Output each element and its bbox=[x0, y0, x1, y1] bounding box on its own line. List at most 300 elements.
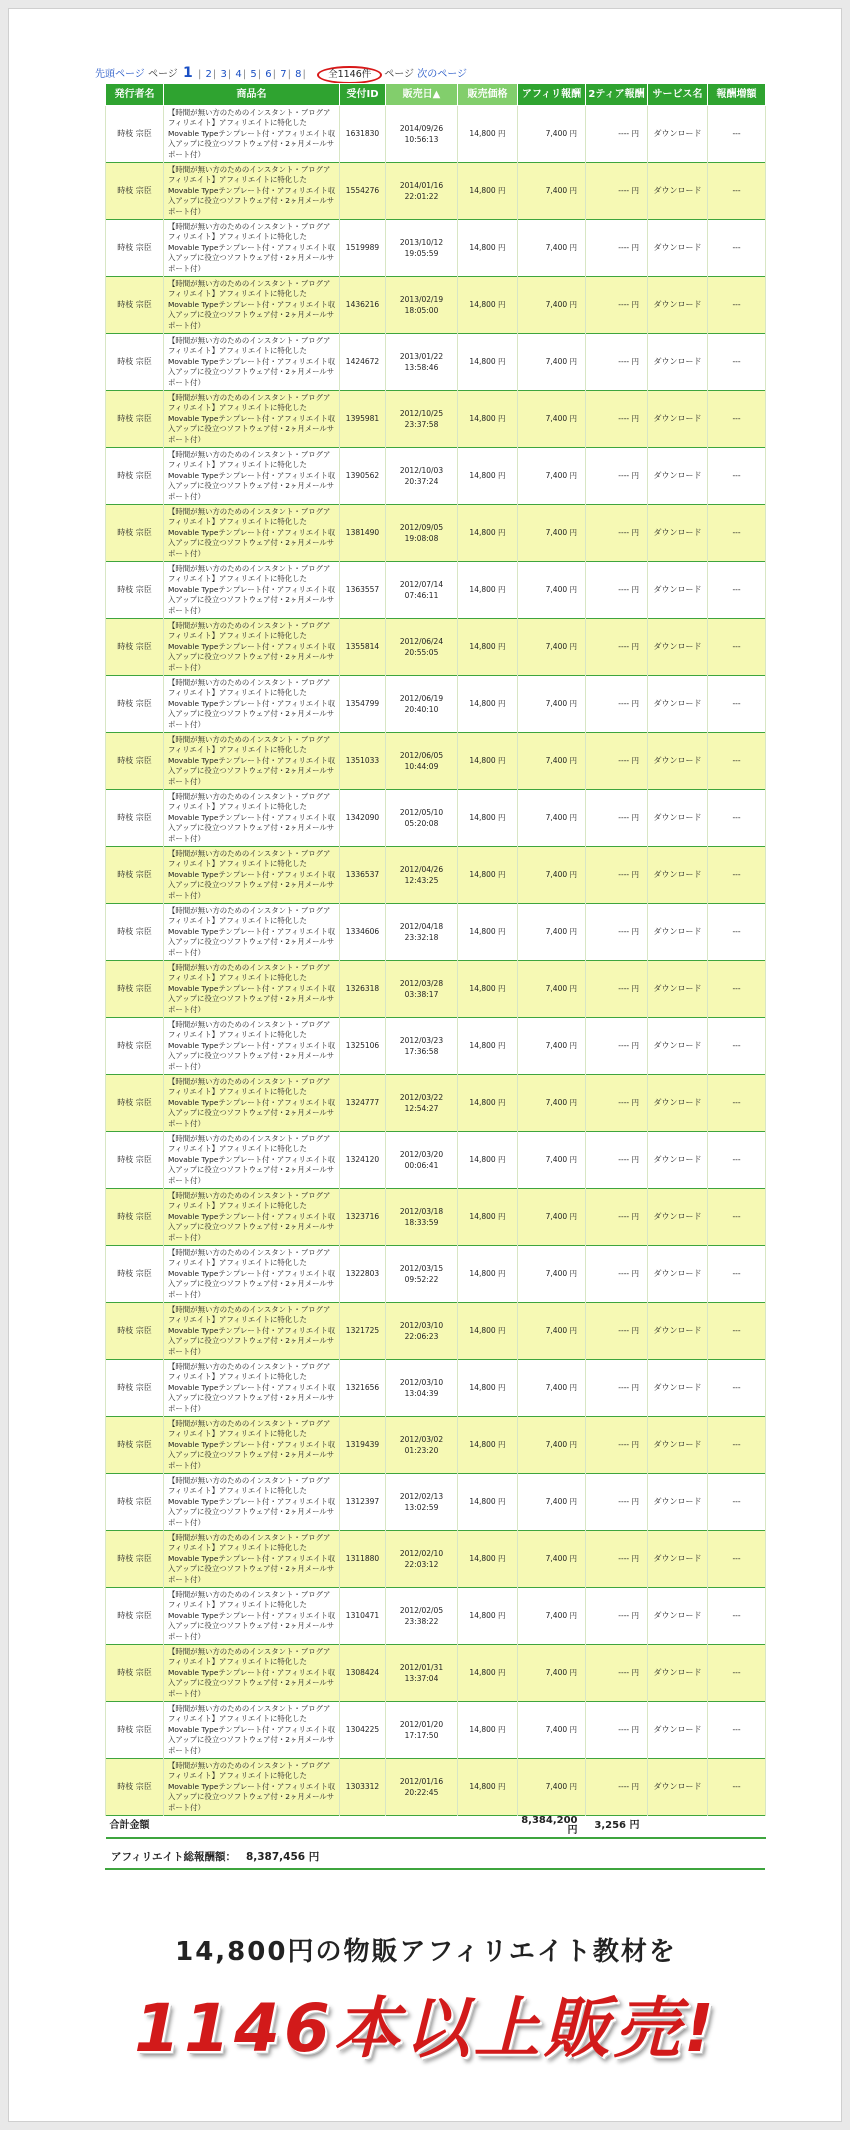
table-row bbox=[106, 334, 766, 391]
page-link-2[interactable]: 2 bbox=[205, 69, 212, 80]
next-page-link[interactable]: 次のページ bbox=[417, 69, 468, 80]
cell-date bbox=[386, 1303, 458, 1360]
cell-service: ダウンロード bbox=[648, 904, 708, 961]
cell-increase: --- bbox=[708, 619, 766, 676]
cell-id: 1436216 bbox=[340, 277, 386, 334]
cell-date-time: 20:40:10 bbox=[404, 705, 439, 714]
header-service: サービス名 bbox=[648, 84, 708, 106]
cell-date-day: 2012/04/18 bbox=[399, 922, 444, 931]
cell-date-time: 17:17:50 bbox=[404, 1731, 439, 1740]
cell-affiliate: 7,400 円 bbox=[518, 1759, 586, 1816]
cell-date-time: 20:55:05 bbox=[404, 648, 439, 657]
cell-affiliate: 7,400 円 bbox=[518, 1645, 586, 1702]
cell-increase: --- bbox=[708, 676, 766, 733]
cell-id: 1355814 bbox=[340, 619, 386, 676]
cell-product: 【時間が無い方のためのインスタント・ブログアフィリエイト】アフィリエイトに特化したMovable Typeテンプレート付・アフィリエイト収入アップに役立つソフトウェア付・2ヶ月メールサポート付） bbox=[164, 1189, 340, 1246]
cell-product: 【時間が無い方のためのインスタント・ブログアフィリエイト】アフィリエイトに特化したMovable Typeテンプレート付・アフィリエイト収入アップに役立つソフトウェア付・2ヶ月メールサポート付） bbox=[164, 961, 340, 1018]
page-link-5[interactable]: 5 bbox=[250, 69, 257, 80]
cell-date bbox=[386, 1474, 458, 1531]
table-row bbox=[106, 1417, 766, 1474]
header-affiliate: アフィリ報酬 bbox=[518, 84, 586, 106]
cell-publisher: 時枝 宗臣 bbox=[106, 562, 164, 619]
page-separator: | bbox=[302, 69, 306, 80]
cell-date-time: 12:54:27 bbox=[404, 1104, 439, 1113]
cell-tier2: ---- 円 bbox=[586, 1588, 648, 1645]
page-suffix: ページ bbox=[384, 69, 415, 80]
cell-date bbox=[386, 847, 458, 904]
cell-publisher: 時枝 宗臣 bbox=[106, 1759, 164, 1816]
cell-service: ダウンロード bbox=[648, 1531, 708, 1588]
cell-publisher: 時枝 宗臣 bbox=[106, 220, 164, 277]
cell-tier2: ---- 円 bbox=[586, 391, 648, 448]
cell-date bbox=[386, 1018, 458, 1075]
cell-increase: --- bbox=[708, 1645, 766, 1702]
cell-price: 14,800 円 bbox=[458, 1417, 518, 1474]
table-row bbox=[106, 790, 766, 847]
current-page: 1 bbox=[183, 65, 193, 81]
total-empty bbox=[708, 1816, 766, 1838]
cell-date-day: 2013/01/22 bbox=[399, 352, 444, 361]
cell-product: 【時間が無い方のためのインスタント・ブログアフィリエイト】アフィリエイトに特化したMovable Typeテンプレート付・アフィリエイト収入アップに役立つソフトウェア付・2ヶ月メールサポート付） bbox=[164, 106, 340, 163]
cell-tier2: ---- 円 bbox=[586, 1246, 648, 1303]
cell-date-day: 2012/03/18 bbox=[399, 1207, 444, 1216]
cell-product: 【時間が無い方のためのインスタント・ブログアフィリエイト】アフィリエイトに特化したMovable Typeテンプレート付・アフィリエイト収入アップに役立つソフトウェア付・2ヶ月メールサポート付） bbox=[164, 1474, 340, 1531]
total-row bbox=[106, 1816, 766, 1838]
cell-publisher: 時枝 宗臣 bbox=[106, 1018, 164, 1075]
cell-publisher: 時枝 宗臣 bbox=[106, 106, 164, 163]
page-separator: | bbox=[197, 69, 202, 80]
page-separator: | bbox=[257, 69, 262, 80]
cell-service: ダウンロード bbox=[648, 334, 708, 391]
table-row bbox=[106, 961, 766, 1018]
cell-affiliate: 7,400 円 bbox=[518, 733, 586, 790]
cell-price: 14,800 円 bbox=[458, 1075, 518, 1132]
cell-id: 1319439 bbox=[340, 1417, 386, 1474]
cell-price: 14,800 円 bbox=[458, 790, 518, 847]
cell-price: 14,800 円 bbox=[458, 1702, 518, 1759]
table-row bbox=[106, 733, 766, 790]
cell-publisher: 時枝 宗臣 bbox=[106, 733, 164, 790]
cell-service: ダウンロード bbox=[648, 391, 708, 448]
cell-date bbox=[386, 1702, 458, 1759]
cell-date bbox=[386, 1759, 458, 1816]
cell-product: 【時間が無い方のためのインスタント・ブログアフィリエイト】アフィリエイトに特化したMovable Typeテンプレート付・アフィリエイト収入アップに役立つソフトウェア付・2ヶ月メールサポート付） bbox=[164, 733, 340, 790]
cell-date bbox=[386, 1417, 458, 1474]
cell-date bbox=[386, 334, 458, 391]
cell-id: 1323716 bbox=[340, 1189, 386, 1246]
cell-date bbox=[386, 619, 458, 676]
cell-affiliate: 7,400 円 bbox=[518, 391, 586, 448]
page-separator: | bbox=[242, 69, 247, 80]
cell-increase: --- bbox=[708, 790, 766, 847]
cell-price: 14,800 円 bbox=[458, 1018, 518, 1075]
cell-tier2: ---- 円 bbox=[586, 163, 648, 220]
table-row bbox=[106, 1645, 766, 1702]
page-link-4[interactable]: 4 bbox=[235, 69, 242, 80]
table-row bbox=[106, 676, 766, 733]
cell-id: 1324777 bbox=[340, 1075, 386, 1132]
cell-affiliate: 7,400 円 bbox=[518, 1702, 586, 1759]
cell-tier2: ---- 円 bbox=[586, 790, 648, 847]
cell-product: 【時間が無い方のためのインスタント・ブログアフィリエイト】アフィリエイトに特化したMovable Typeテンプレート付・アフィリエイト収入アップに役立つソフトウェア付・2ヶ月メールサポート付） bbox=[164, 1531, 340, 1588]
table-row bbox=[106, 1531, 766, 1588]
total-affiliate: 8,384,200 円 bbox=[518, 1816, 586, 1838]
cell-date bbox=[386, 391, 458, 448]
cell-id: 1324120 bbox=[340, 1132, 386, 1189]
cell-publisher: 時枝 宗臣 bbox=[106, 1417, 164, 1474]
cell-affiliate: 7,400 円 bbox=[518, 961, 586, 1018]
cell-product: 【時間が無い方のためのインスタント・ブログアフィリエイト】アフィリエイトに特化したMovable Typeテンプレート付・アフィリエイト収入アップに役立つソフトウェア付・2ヶ月メールサポート付） bbox=[164, 1018, 340, 1075]
cell-id: 1322803 bbox=[340, 1246, 386, 1303]
grand-total-label: アフィリエイト総報酬額： bbox=[111, 1851, 236, 1863]
cell-service: ダウンロード bbox=[648, 1189, 708, 1246]
cell-service: ダウンロード bbox=[648, 1645, 708, 1702]
cell-price: 14,800 円 bbox=[458, 562, 518, 619]
cell-product: 【時間が無い方のためのインスタント・ブログアフィリエイト】アフィリエイトに特化したMovable Typeテンプレート付・アフィリエイト収入アップに役立つソフトウェア付・2ヶ月メールサポート付） bbox=[164, 334, 340, 391]
cell-affiliate: 7,400 円 bbox=[518, 904, 586, 961]
cell-date-time: 13:58:46 bbox=[404, 363, 439, 372]
cell-date-day: 2012/04/26 bbox=[399, 865, 444, 874]
cell-product: 【時間が無い方のためのインスタント・ブログアフィリエイト】アフィリエイトに特化したMovable Typeテンプレート付・アフィリエイト収入アップに役立つソフトウェア付・2ヶ月メールサポート付） bbox=[164, 619, 340, 676]
table-row bbox=[106, 163, 766, 220]
cell-price: 14,800 円 bbox=[458, 1588, 518, 1645]
cell-service: ダウンロード bbox=[648, 733, 708, 790]
cell-service: ダウンロード bbox=[648, 1246, 708, 1303]
table-row bbox=[106, 562, 766, 619]
cell-affiliate: 7,400 円 bbox=[518, 1531, 586, 1588]
cell-id: 1321656 bbox=[340, 1360, 386, 1417]
cell-date-day: 2012/02/05 bbox=[399, 1606, 444, 1615]
cell-service: ダウンロード bbox=[648, 1132, 708, 1189]
cell-id: 1519989 bbox=[340, 220, 386, 277]
cell-id: 1395981 bbox=[340, 391, 386, 448]
cell-tier2: ---- 円 bbox=[586, 961, 648, 1018]
table-row bbox=[106, 847, 766, 904]
total-count-badge: 全1146件 bbox=[317, 66, 382, 84]
cell-date-time: 13:04:39 bbox=[404, 1389, 439, 1398]
cell-service: ダウンロード bbox=[648, 277, 708, 334]
cell-date bbox=[386, 676, 458, 733]
cell-date-time: 19:08:08 bbox=[404, 534, 439, 543]
cell-price: 14,800 円 bbox=[458, 334, 518, 391]
cell-date-time: 23:32:18 bbox=[404, 933, 439, 942]
cell-service: ダウンロード bbox=[648, 505, 708, 562]
cell-date-day: 2012/06/24 bbox=[399, 637, 444, 646]
cell-date-time: 23:38:22 bbox=[404, 1617, 439, 1626]
table-row bbox=[106, 619, 766, 676]
cell-affiliate: 7,400 円 bbox=[518, 1246, 586, 1303]
page-separator: | bbox=[212, 69, 217, 80]
cell-service: ダウンロード bbox=[648, 1018, 708, 1075]
cell-affiliate: 7,400 円 bbox=[518, 163, 586, 220]
cell-tier2: ---- 円 bbox=[586, 847, 648, 904]
table-row bbox=[106, 1018, 766, 1075]
cell-date-time: 22:03:12 bbox=[404, 1560, 439, 1569]
cell-tier2: ---- 円 bbox=[586, 505, 648, 562]
cell-product: 【時間が無い方のためのインスタント・ブログアフィリエイト】アフィリエイトに特化したMovable Typeテンプレート付・アフィリエイト収入アップに役立つソフトウェア付・2ヶ月メールサポート付） bbox=[164, 1645, 340, 1702]
cell-increase: --- bbox=[708, 220, 766, 277]
cell-service: ダウンロード bbox=[648, 562, 708, 619]
cell-service: ダウンロード bbox=[648, 163, 708, 220]
cell-date bbox=[386, 1645, 458, 1702]
cell-increase: --- bbox=[708, 391, 766, 448]
cell-date bbox=[386, 1075, 458, 1132]
cell-publisher: 時枝 宗臣 bbox=[106, 1588, 164, 1645]
cell-service: ダウンロード bbox=[648, 1417, 708, 1474]
cell-publisher: 時枝 宗臣 bbox=[106, 1360, 164, 1417]
cell-date bbox=[386, 733, 458, 790]
cell-increase: --- bbox=[708, 334, 766, 391]
cell-id: 1351033 bbox=[340, 733, 386, 790]
cell-product: 【時間が無い方のためのインスタント・ブログアフィリエイト】アフィリエイトに特化したMovable Typeテンプレート付・アフィリエイト収入アップに役立つソフトウェア付・2ヶ月メールサポート付） bbox=[164, 562, 340, 619]
cell-price: 14,800 円 bbox=[458, 1759, 518, 1816]
total-tier2: 3,256 円 bbox=[586, 1816, 648, 1838]
cell-affiliate: 7,400 円 bbox=[518, 790, 586, 847]
cell-date-time: 13:37:04 bbox=[404, 1674, 439, 1683]
cell-increase: --- bbox=[708, 1189, 766, 1246]
cell-affiliate: 7,400 円 bbox=[518, 1189, 586, 1246]
cell-price: 14,800 円 bbox=[458, 1132, 518, 1189]
cell-id: 1424672 bbox=[340, 334, 386, 391]
cell-tier2: ---- 円 bbox=[586, 1189, 648, 1246]
cell-increase: --- bbox=[708, 1417, 766, 1474]
cell-product: 【時間が無い方のためのインスタント・ブログアフィリエイト】アフィリエイトに特化したMovable Typeテンプレート付・アフィリエイト収入アップに役立つソフトウェア付・2ヶ月メールサポート付） bbox=[164, 163, 340, 220]
cell-affiliate: 7,400 円 bbox=[518, 1360, 586, 1417]
cell-increase: --- bbox=[708, 1303, 766, 1360]
page-separator: | bbox=[272, 69, 276, 80]
cell-service: ダウンロード bbox=[648, 106, 708, 163]
cell-service: ダウンロード bbox=[648, 220, 708, 277]
cell-affiliate: 7,400 円 bbox=[518, 505, 586, 562]
cell-affiliate: 7,400 円 bbox=[518, 676, 586, 733]
cell-affiliate: 7,400 円 bbox=[518, 277, 586, 334]
cell-increase: --- bbox=[708, 1588, 766, 1645]
table-row bbox=[106, 1588, 766, 1645]
table-row bbox=[106, 1189, 766, 1246]
cell-price: 14,800 円 bbox=[458, 1360, 518, 1417]
table-row bbox=[106, 1246, 766, 1303]
cell-id: 1390562 bbox=[340, 448, 386, 505]
cell-price: 14,800 円 bbox=[458, 619, 518, 676]
header-price-sort[interactable]: 販売価格 bbox=[458, 84, 518, 106]
cell-publisher: 時枝 宗臣 bbox=[106, 1474, 164, 1531]
cell-affiliate: 7,400 円 bbox=[518, 847, 586, 904]
page-frame bbox=[8, 8, 842, 2122]
cell-tier2: ---- 円 bbox=[586, 562, 648, 619]
cell-publisher: 時枝 宗臣 bbox=[106, 334, 164, 391]
cell-product: 【時間が無い方のためのインスタント・ブログアフィリエイト】アフィリエイトに特化したMovable Typeテンプレート付・アフィリエイト収入アップに役立つソフトウェア付・2ヶ月メールサポート付） bbox=[164, 1303, 340, 1360]
cell-increase: --- bbox=[708, 277, 766, 334]
cell-date-day: 2012/03/20 bbox=[399, 1150, 444, 1159]
cell-id: 1304225 bbox=[340, 1702, 386, 1759]
cell-date-day: 2013/02/19 bbox=[399, 295, 444, 304]
table-row bbox=[106, 1702, 766, 1759]
cell-date-day: 2012/02/13 bbox=[399, 1492, 444, 1501]
cell-affiliate: 7,400 円 bbox=[518, 1018, 586, 1075]
cell-date-day: 2012/03/02 bbox=[399, 1435, 444, 1444]
cell-date-day: 2012/01/31 bbox=[399, 1663, 444, 1672]
cell-increase: --- bbox=[708, 1474, 766, 1531]
cell-affiliate: 7,400 円 bbox=[518, 334, 586, 391]
cell-product: 【時間が無い方のためのインスタント・ブログアフィリエイト】アフィリエイトに特化したMovable Typeテンプレート付・アフィリエイト収入アップに役立つソフトウェア付・2ヶ月メールサポート付） bbox=[164, 505, 340, 562]
cell-date bbox=[386, 1588, 458, 1645]
cell-publisher: 時枝 宗臣 bbox=[106, 961, 164, 1018]
cell-tier2: ---- 円 bbox=[586, 106, 648, 163]
cell-product: 【時間が無い方のためのインスタント・ブログアフィリエイト】アフィリエイトに特化したMovable Typeテンプレート付・アフィリエイト収入アップに役立つソフトウェア付・2ヶ月メールサポート付） bbox=[164, 277, 340, 334]
cell-id: 1310471 bbox=[340, 1588, 386, 1645]
cell-date-day: 2012/01/16 bbox=[399, 1777, 444, 1786]
cell-date bbox=[386, 220, 458, 277]
cell-increase: --- bbox=[708, 505, 766, 562]
cell-publisher: 時枝 宗臣 bbox=[106, 847, 164, 904]
cell-increase: --- bbox=[708, 904, 766, 961]
cell-publisher: 時枝 宗臣 bbox=[106, 163, 164, 220]
cell-service: ダウンロード bbox=[648, 1759, 708, 1816]
cell-date-day: 2012/03/10 bbox=[399, 1321, 444, 1330]
cell-affiliate: 7,400 円 bbox=[518, 1075, 586, 1132]
cell-service: ダウンロード bbox=[648, 1360, 708, 1417]
cell-service: ダウンロード bbox=[648, 1474, 708, 1531]
cell-publisher: 時枝 宗臣 bbox=[106, 1132, 164, 1189]
cell-date-time: 17:36:58 bbox=[404, 1047, 439, 1056]
page-separator: | bbox=[227, 69, 232, 80]
cell-price: 14,800 円 bbox=[458, 676, 518, 733]
cell-date bbox=[386, 277, 458, 334]
cell-publisher: 時枝 宗臣 bbox=[106, 391, 164, 448]
cell-product: 【時間が無い方のためのインスタント・ブログアフィリエイト】アフィリエイトに特化したMovable Typeテンプレート付・アフィリエイト収入アップに役立つソフトウェア付・2ヶ月メールサポート付） bbox=[164, 1417, 340, 1474]
cell-tier2: ---- 円 bbox=[586, 334, 648, 391]
cell-date-day: 2012/03/23 bbox=[399, 1036, 444, 1045]
cell-id: 1325106 bbox=[340, 1018, 386, 1075]
cell-service: ダウンロード bbox=[648, 1075, 708, 1132]
cell-date bbox=[386, 1189, 458, 1246]
header-tier2: 2ティア報酬 bbox=[586, 84, 648, 106]
cell-date-day: 2012/07/14 bbox=[399, 580, 444, 589]
cell-publisher: 時枝 宗臣 bbox=[106, 904, 164, 961]
table-row bbox=[106, 106, 766, 163]
cell-date-time: 23:37:58 bbox=[404, 420, 439, 429]
cell-date-time: 22:01:22 bbox=[404, 192, 439, 201]
cell-date-day: 2012/02/10 bbox=[399, 1549, 444, 1558]
cell-service: ダウンロード bbox=[648, 619, 708, 676]
cell-affiliate: 7,400 円 bbox=[518, 1303, 586, 1360]
cell-price: 14,800 円 bbox=[458, 1474, 518, 1531]
cell-affiliate: 7,400 円 bbox=[518, 1417, 586, 1474]
cell-increase: --- bbox=[708, 106, 766, 163]
cell-id: 1308424 bbox=[340, 1645, 386, 1702]
page-word: ページ bbox=[148, 69, 178, 80]
cell-publisher: 時枝 宗臣 bbox=[106, 1531, 164, 1588]
cell-increase: --- bbox=[708, 1360, 766, 1417]
cell-date bbox=[386, 1132, 458, 1189]
page-link-6[interactable]: 6 bbox=[265, 69, 272, 80]
table-row bbox=[106, 1132, 766, 1189]
total-empty bbox=[648, 1816, 708, 1838]
cell-date-time: 22:06:23 bbox=[404, 1332, 439, 1341]
cell-price: 14,800 円 bbox=[458, 733, 518, 790]
cell-date-day: 2012/03/15 bbox=[399, 1264, 444, 1273]
table-row bbox=[106, 391, 766, 448]
cell-date-day: 2014/01/16 bbox=[399, 181, 444, 190]
cell-price: 14,800 円 bbox=[458, 1531, 518, 1588]
cell-publisher: 時枝 宗臣 bbox=[106, 505, 164, 562]
header-date-sort[interactable]: 販売日▲ bbox=[386, 84, 458, 106]
cell-affiliate: 7,400 円 bbox=[518, 562, 586, 619]
sales-table bbox=[105, 83, 766, 1839]
page-link-3[interactable]: 3 bbox=[220, 69, 227, 80]
cell-date-time: 20:22:45 bbox=[404, 1788, 439, 1797]
cell-product: 【時間が無い方のためのインスタント・ブログアフィリエイト】アフィリエイトに特化したMovable Typeテンプレート付・アフィリエイト収入アップに役立つソフトウェア付・2ヶ月メールサポート付） bbox=[164, 847, 340, 904]
cell-tier2: ---- 円 bbox=[586, 904, 648, 961]
cell-service: ダウンロード bbox=[648, 448, 708, 505]
cell-date bbox=[386, 961, 458, 1018]
cell-id: 1631830 bbox=[340, 106, 386, 163]
cell-publisher: 時枝 宗臣 bbox=[106, 1303, 164, 1360]
cell-publisher: 時枝 宗臣 bbox=[106, 1075, 164, 1132]
cell-price: 14,800 円 bbox=[458, 1303, 518, 1360]
cell-tier2: ---- 円 bbox=[586, 1645, 648, 1702]
cell-date-day: 2012/03/10 bbox=[399, 1378, 444, 1387]
cell-price: 14,800 円 bbox=[458, 163, 518, 220]
cell-date-time: 19:05:59 bbox=[404, 249, 439, 258]
cell-date-day: 2014/09/26 bbox=[399, 124, 444, 133]
cell-date-day: 2012/03/28 bbox=[399, 979, 444, 988]
page-link-8[interactable]: 8 bbox=[295, 69, 302, 80]
cell-date-time: 05:20:08 bbox=[404, 819, 439, 828]
cell-date-time: 13:02:59 bbox=[404, 1503, 439, 1512]
cell-affiliate: 7,400 円 bbox=[518, 106, 586, 163]
cell-date-day: 2012/05/10 bbox=[399, 808, 444, 817]
cell-product: 【時間が無い方のためのインスタント・ブログアフィリエイト】アフィリエイトに特化したMovable Typeテンプレート付・アフィリエイト収入アップに役立つソフトウェア付・2ヶ月メールサポート付） bbox=[164, 391, 340, 448]
cell-tier2: ---- 円 bbox=[586, 448, 648, 505]
cell-increase: --- bbox=[708, 1018, 766, 1075]
cell-publisher: 時枝 宗臣 bbox=[106, 676, 164, 733]
cell-increase: --- bbox=[708, 562, 766, 619]
header-id: 受付ID bbox=[340, 84, 386, 106]
cell-tier2: ---- 円 bbox=[586, 1531, 648, 1588]
cell-increase: --- bbox=[708, 448, 766, 505]
cell-tier2: ---- 円 bbox=[586, 1474, 648, 1531]
first-page-link[interactable]: 先頭ページ bbox=[95, 69, 145, 80]
cell-date bbox=[386, 163, 458, 220]
cell-date bbox=[386, 106, 458, 163]
cell-publisher: 時枝 宗臣 bbox=[106, 790, 164, 847]
page-link-7[interactable]: 7 bbox=[280, 69, 287, 80]
cell-tier2: ---- 円 bbox=[586, 1417, 648, 1474]
cell-date-time: 18:05:00 bbox=[404, 306, 439, 315]
cell-product: 【時間が無い方のためのインスタント・ブログアフィリエイト】アフィリエイトに特化したMovable Typeテンプレート付・アフィリエイト収入アップに役立つソフトウェア付・2ヶ月メールサポート付） bbox=[164, 1759, 340, 1816]
cell-id: 1381490 bbox=[340, 505, 386, 562]
cell-id: 1334606 bbox=[340, 904, 386, 961]
cell-publisher: 時枝 宗臣 bbox=[106, 1189, 164, 1246]
cell-id: 1321725 bbox=[340, 1303, 386, 1360]
cell-date-time: 00:06:41 bbox=[404, 1161, 439, 1170]
cell-id: 1326318 bbox=[340, 961, 386, 1018]
table-row bbox=[106, 1075, 766, 1132]
cell-tier2: ---- 円 bbox=[586, 619, 648, 676]
cell-product: 【時間が無い方のためのインスタント・ブログアフィリエイト】アフィリエイトに特化したMovable Typeテンプレート付・アフィリエイト収入アップに役立つソフトウェア付・2ヶ月メールサポート付） bbox=[164, 1246, 340, 1303]
cell-tier2: ---- 円 bbox=[586, 220, 648, 277]
cell-product: 【時間が無い方のためのインスタント・ブログアフィリエイト】アフィリエイトに特化したMovable Typeテンプレート付・アフィリエイト収入アップに役立つソフトウェア付・2ヶ月メールサポート付） bbox=[164, 904, 340, 961]
cell-service: ダウンロード bbox=[648, 847, 708, 904]
cell-price: 14,800 円 bbox=[458, 1189, 518, 1246]
cell-increase: --- bbox=[708, 1075, 766, 1132]
cell-date bbox=[386, 448, 458, 505]
cell-date bbox=[386, 1531, 458, 1588]
cell-date-time: 20:37:24 bbox=[404, 477, 439, 486]
cell-date-day: 2012/06/05 bbox=[399, 751, 444, 760]
header-publisher: 発行者名 bbox=[106, 84, 164, 106]
